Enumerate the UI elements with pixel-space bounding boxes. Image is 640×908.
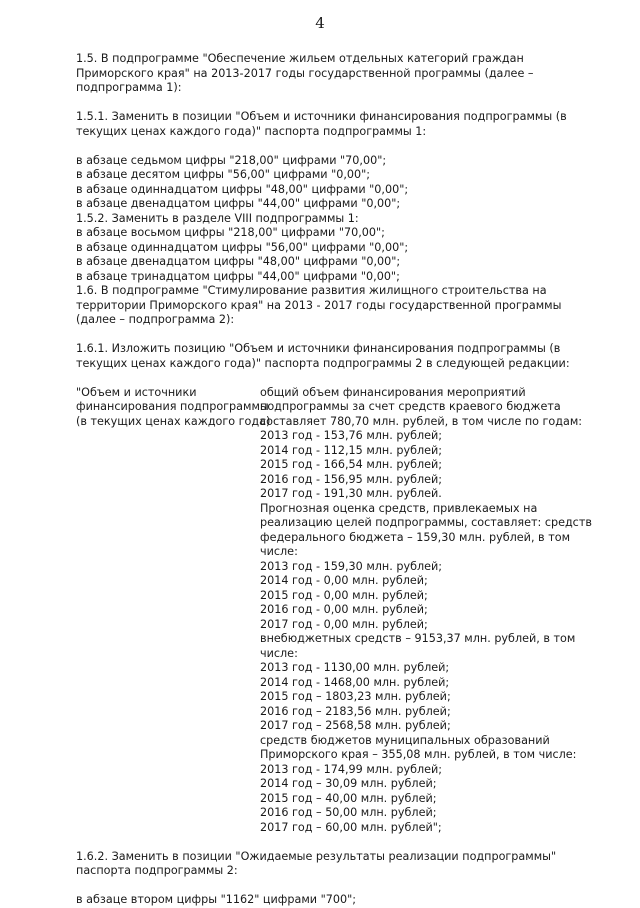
table-value-line: 2017 год - 191,30 млн. рублей. xyxy=(260,487,442,500)
table-value-line: 2015 год – 40,00 млн. рублей; xyxy=(260,791,437,805)
table-value-line: числе: xyxy=(260,545,298,558)
table-value-line: 2014 год - 0,00 млн. рублей; xyxy=(260,574,428,587)
page-number: 4 xyxy=(315,14,325,32)
table-value-line: 2014 год - 1468,00 млн. рублей; xyxy=(260,675,450,689)
table-value-line: 2016 год – 2183,56 млн. рублей; xyxy=(260,704,451,718)
paragraph: в абзаце седьмом цифры "218,00" цифрами "70,00"; xyxy=(76,153,387,167)
table-label-line: "Объем и источники xyxy=(76,385,197,399)
table-value-line: Прогнозная оценка средств, привлекаемых на xyxy=(260,501,538,515)
paragraph: 1.5.1. Заменить в позиции "Объем и источники финансирования подпрограммы (в текущих ценах каждого года)" паспорта подпрограммы 1: xyxy=(76,110,571,138)
table-value-line: 2014 год – 30,09 млн. рублей; xyxy=(260,777,437,790)
table-value-line: 2015 год – 1803,23 млн. рублей; xyxy=(260,690,451,703)
paragraph-spacer xyxy=(76,96,596,111)
paragraph: 1.6.1. Изложить позицию "Объем и источники финансирования подпрограммы (в текущих ценах каждого года)" паспорта подпрограммы 2 в следующей редакции: xyxy=(76,342,570,370)
table-value-line: 2014 год - 112,15 млн. рублей; xyxy=(260,443,443,457)
paragraph: в абзаце десятом цифры "56,00" цифрами "0,00"; xyxy=(76,168,371,181)
paragraph: в абзаце двенадцатом цифры "48,00" цифрами "0,00"; xyxy=(76,255,401,268)
table-value-line: 2013 год - 174,99 млн. рублей; xyxy=(260,762,443,776)
table-value-column xyxy=(260,386,596,836)
table-value-line: 2016 год - 0,00 млн. рублей; xyxy=(260,603,428,616)
table-value-line: внебюджетных средств – 9153,37 млн. рублей, в том xyxy=(260,632,576,645)
paragraph: в абзаце одиннадцатом цифры "56,00" цифрами "0,00"; xyxy=(76,240,409,254)
paragraph-spacer xyxy=(76,328,596,343)
paragraph-spacer xyxy=(76,879,596,894)
paragraph: в абзаце втором цифры "1162" цифрами "700"; xyxy=(76,893,357,906)
table-value-line: числе: xyxy=(260,646,298,660)
table-value-line: подпрограммы за счет средств краевого бюджета xyxy=(260,400,561,413)
paragraph: в абзаце двенадцатом цифры "44,00" цифрами "0,00"; xyxy=(76,197,401,210)
paragraph: 1.5. В подпрограмме "Обеспечение жильем отдельных категорий граждан Приморского края" на 2013-2017 годы государственной программы (далее – подпрограмма 1): xyxy=(76,52,538,94)
table-value-line: Приморского края – 355,08 млн. рублей, в том числе: xyxy=(260,748,577,761)
table-value-line: реализацию целей подпрограммы, составляет: средств xyxy=(260,516,592,529)
table-value-line: федерального бюджета – 159,30 млн. рублей, в том xyxy=(260,530,571,544)
document-body xyxy=(76,52,596,908)
table-value-line: 2017 год – 60,00 млн. рублей"; xyxy=(260,820,442,834)
table-value-line: 2013 год - 1130,00 млн. рублей; xyxy=(260,661,450,674)
paragraph: в абзаце тринадцатом цифры "44,00" цифрами "0,00"; xyxy=(76,269,400,283)
table-value-line: 2015 год - 166,54 млн. рублей; xyxy=(260,458,443,471)
paragraph: в абзаце восьмом цифры "218,00" цифрами "70,00"; xyxy=(76,226,385,239)
paragraph-spacer xyxy=(76,835,596,850)
paragraph: в абзаце одиннадцатом цифры "48,00" цифрами "0,00"; xyxy=(76,182,409,196)
table-value-line: 2016 год - 156,95 млн. рублей; xyxy=(260,472,443,486)
table-value-line: средств бюджетов муниципальных образований xyxy=(260,733,550,747)
passport-table xyxy=(76,386,596,836)
table-value-line: 2013 год - 153,76 млн. рублей; xyxy=(260,429,443,442)
table-value-line: 2013 год - 159,30 млн. рублей; xyxy=(260,559,443,573)
table-value-line: 2016 год – 50,00 млн. рублей; xyxy=(260,806,437,819)
paragraph-spacer xyxy=(76,371,596,386)
table-label-line: (в текущих ценах каждого года) xyxy=(76,414,271,428)
table-value-line: 2015 год - 0,00 млн. рублей; xyxy=(260,588,428,602)
table-value-line: общий объем финансирования мероприятий xyxy=(260,385,526,399)
paragraph-spacer xyxy=(76,139,596,154)
table-label-column xyxy=(76,385,271,836)
paragraph: 1.6.2. Заменить в позиции "Ожидаемые результаты реализации подпрограммы" паспорта подпрограммы 2: xyxy=(76,849,560,877)
table-value-line: составляет 780,70 млн. рублей, в том числе по годам: xyxy=(260,414,583,428)
table-value-line: 2017 год – 2568,58 млн. рублей; xyxy=(260,719,451,732)
table-label-line: финансирования подпрограммы xyxy=(76,400,269,413)
paragraph: 1.6. В подпрограмме "Стимулирование развития жилищного строительства на территории Приморского края" на 2013 - 2017 годы государственной программы (далее – подпрограмма 2): xyxy=(76,284,566,326)
table-value-line: 2017 год - 0,00 млн. рублей; xyxy=(260,617,428,631)
paragraph: 1.5.2. Заменить в разделе VIII подпрограммы 1: xyxy=(76,211,359,225)
